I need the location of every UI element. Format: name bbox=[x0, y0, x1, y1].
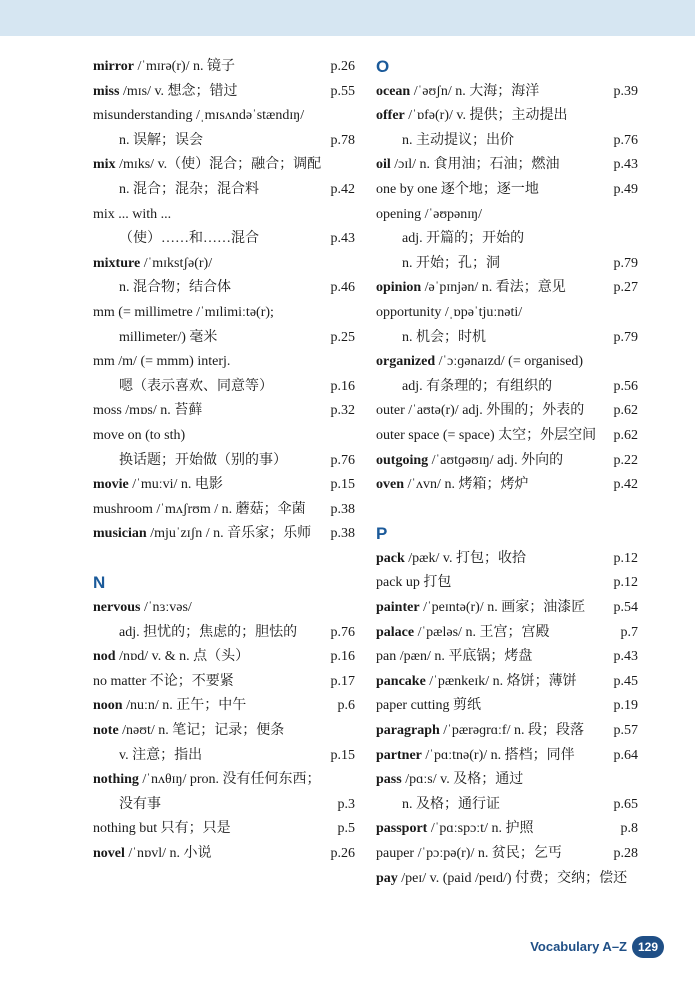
entry-page-reference: p.64 bbox=[613, 747, 638, 763]
entry-text bbox=[93, 694, 246, 719]
entry-definition: /mɪs/ v. 想念；错过 bbox=[119, 83, 238, 99]
entry-page-reference: p.16 bbox=[330, 649, 355, 665]
entry-headword: noon bbox=[93, 698, 123, 714]
vocabulary-entry-row bbox=[93, 350, 355, 375]
entry-text bbox=[93, 670, 234, 695]
entry-text bbox=[93, 80, 238, 105]
entry-text bbox=[93, 326, 217, 351]
entry-page-reference: p.25 bbox=[330, 329, 355, 345]
vocabulary-entry-row bbox=[93, 670, 355, 695]
entry-text bbox=[93, 104, 304, 129]
vocabulary-entry-row bbox=[376, 375, 638, 400]
entry-definition: outer space (= space) 太空；外层空间 bbox=[376, 427, 597, 443]
letter-heading-text: O bbox=[376, 57, 390, 76]
entry-text bbox=[93, 227, 259, 252]
entry-page-reference: p.26 bbox=[330, 846, 355, 861]
vocabulary-entry-row bbox=[376, 719, 638, 744]
vocabulary-entry-row bbox=[93, 227, 355, 252]
entry-text bbox=[376, 424, 596, 449]
vocabulary-entry-row bbox=[93, 153, 355, 178]
vocabulary-entry-row bbox=[93, 326, 355, 351]
entry-page-reference: p.79 bbox=[613, 329, 638, 345]
entry-headword: mirror bbox=[93, 59, 134, 74]
entry-text bbox=[93, 596, 192, 621]
vocabulary-entry-row bbox=[376, 276, 638, 301]
entry-page-reference: p.17 bbox=[330, 673, 355, 689]
entry-headword: painter bbox=[376, 600, 420, 616]
entry-definition: n. 开始；孔；洞 bbox=[402, 255, 500, 271]
vocabulary-entry-row bbox=[376, 817, 638, 842]
top-header-band bbox=[0, 0, 695, 36]
entry-text bbox=[93, 203, 171, 228]
entry-page-reference: p.32 bbox=[330, 403, 355, 419]
letter-heading-text: N bbox=[93, 573, 106, 593]
entry-headword: oven bbox=[376, 477, 404, 493]
entry-text bbox=[376, 645, 532, 670]
entry-definition: /mjuˈzɪʃn / n. 音乐家；乐师 bbox=[146, 526, 312, 542]
entry-headword: pack bbox=[376, 550, 405, 566]
vocabulary-entry-row bbox=[376, 571, 638, 596]
vocabulary-entry-row bbox=[93, 276, 355, 301]
entry-headword: musician bbox=[93, 526, 147, 542]
entry-page-reference: p.79 bbox=[613, 255, 638, 271]
entry-text bbox=[376, 104, 567, 129]
entry-headword: ocean bbox=[376, 83, 411, 99]
entry-headword: mix bbox=[93, 157, 116, 173]
vocabulary-entry-row bbox=[376, 473, 638, 498]
entry-definition: adj. 担忧的；焦虑的；胆怯的 bbox=[119, 624, 298, 640]
entry-text bbox=[93, 178, 259, 203]
entry-page-reference: p.8 bbox=[620, 821, 638, 837]
vocabulary-entry-row bbox=[93, 80, 355, 105]
entry-definition: /nɒd/ v. & n. 点（头） bbox=[115, 649, 250, 665]
entry-page-reference: p.28 bbox=[613, 846, 638, 861]
entry-text bbox=[93, 350, 230, 375]
entry-text bbox=[376, 276, 566, 301]
vocabulary-entry-row bbox=[376, 129, 638, 154]
entry-definition: /ˈʌvn/ n. 烤箱；烤炉 bbox=[404, 477, 529, 493]
vocabulary-entry-row bbox=[93, 178, 355, 203]
vocabulary-right-column bbox=[376, 55, 638, 891]
vocabulary-entry-row bbox=[93, 694, 355, 719]
entry-definition: n. 混合物；结合体 bbox=[119, 280, 231, 296]
entry-page-reference: p.45 bbox=[613, 673, 638, 689]
entry-page-reference: p.12 bbox=[613, 575, 638, 591]
entry-text bbox=[93, 621, 297, 646]
vocabulary-entry-row bbox=[376, 301, 638, 326]
entry-text bbox=[376, 670, 577, 695]
entry-definition: paper cutting 剪纸 bbox=[376, 698, 481, 714]
entry-text bbox=[93, 522, 311, 547]
vocabulary-entry-row bbox=[376, 424, 638, 449]
vocabulary-entry-row bbox=[93, 645, 355, 670]
entry-definition: /ˈmɪrə(r)/ n. 镜子 bbox=[133, 59, 236, 74]
entry-headword: pancake bbox=[376, 673, 426, 689]
entry-text bbox=[376, 793, 500, 818]
entry-definition: mushroom /ˈmʌʃrʊm / n. 蘑菇；伞菌 bbox=[93, 501, 306, 517]
letter-heading-text: P bbox=[376, 524, 388, 544]
footer-section-label: Vocabulary A–Z bbox=[530, 939, 627, 954]
entry-definition: （使）……和……混合 bbox=[119, 231, 259, 247]
entry-text bbox=[93, 252, 212, 277]
vocabulary-entry-row bbox=[93, 424, 355, 449]
entry-text bbox=[93, 768, 321, 793]
entry-definition: outer /ˈaʊtə(r)/ adj. 外围的；外表的 bbox=[376, 403, 585, 419]
vocabulary-entry-row bbox=[93, 522, 355, 547]
entry-page-reference: p.5 bbox=[337, 821, 355, 837]
entry-page-reference: p.49 bbox=[613, 181, 638, 197]
entry-definition: mix ... with ... bbox=[93, 206, 172, 222]
entry-headword: partner bbox=[376, 747, 422, 763]
entry-page-reference: p.55 bbox=[330, 83, 355, 99]
vocabulary-entry-row bbox=[93, 473, 355, 498]
entry-definition: opportunity /ˌɒpəˈtjuːnəti/ bbox=[376, 304, 523, 320]
vocabulary-entry-row bbox=[376, 596, 638, 621]
vocabulary-entry-row bbox=[93, 744, 355, 769]
entry-definition: mm /m/ (= mmm) interj. bbox=[93, 354, 231, 370]
entry-definition: pan /pæn/ n. 平底锅；烤盘 bbox=[376, 649, 533, 665]
vocabulary-entry-row bbox=[376, 104, 638, 129]
vocabulary-entry-row bbox=[93, 621, 355, 646]
entry-definition: one by one 逐个地；逐一地 bbox=[376, 181, 539, 197]
page-number-badge: 129 bbox=[632, 936, 664, 958]
entry-definition: /pæk/ v. 打包；收拾 bbox=[404, 550, 527, 566]
entry-definition: /mɪks/ v.（使）混合；融合；调配 bbox=[115, 157, 322, 173]
entry-text bbox=[376, 867, 627, 892]
entry-text bbox=[376, 326, 486, 351]
entry-definition: /ˈəʊʃn/ n. 大海；海洋 bbox=[410, 83, 540, 99]
vocabulary-entry-row bbox=[376, 547, 638, 572]
vocabulary-entry-row bbox=[93, 498, 355, 523]
entry-page-reference: p.19 bbox=[613, 698, 638, 714]
entry-text bbox=[376, 301, 522, 326]
vocabulary-entry-row bbox=[93, 104, 355, 129]
entry-page-reference: p.27 bbox=[613, 280, 638, 296]
entry-page-reference: p.65 bbox=[613, 796, 638, 812]
entry-page-reference: p.42 bbox=[330, 181, 355, 197]
entry-definition: opening /ˈəʊpənɪŋ/ bbox=[376, 206, 482, 222]
entry-text bbox=[376, 178, 539, 203]
entry-text bbox=[376, 227, 524, 252]
entry-text bbox=[376, 449, 563, 474]
entry-page-reference: p.56 bbox=[613, 378, 638, 394]
entry-definition: 嗯（表示喜欢、同意等） bbox=[119, 378, 273, 394]
entry-headword: nervous bbox=[93, 600, 141, 616]
entry-definition: n. 混合；混杂；混合料 bbox=[119, 181, 259, 197]
entry-page-reference: p.22 bbox=[613, 452, 638, 468]
entry-headword: pay bbox=[376, 870, 398, 886]
entry-text bbox=[93, 129, 203, 154]
entry-page-reference: p.62 bbox=[613, 427, 638, 443]
entry-headword: nod bbox=[93, 649, 116, 665]
entry-text bbox=[376, 129, 514, 154]
entry-definition: /ˈmuːvi/ n. 电影 bbox=[128, 477, 223, 493]
vocabulary-entry-row bbox=[376, 867, 638, 892]
vocabulary-entry-row bbox=[376, 645, 638, 670]
entry-definition: n. 主动提议；出价 bbox=[402, 132, 514, 148]
entry-headword: palace bbox=[376, 624, 415, 640]
entry-text bbox=[93, 449, 287, 474]
vocabulary-left-column bbox=[93, 55, 355, 867]
entry-page-reference: p.46 bbox=[330, 280, 355, 296]
entry-page-reference: p.62 bbox=[613, 403, 638, 419]
entry-definition: mm (= millimetre /ˈmɪlimiːtə(r); bbox=[93, 304, 274, 320]
letter-section-heading bbox=[376, 55, 638, 80]
entry-definition: /ˈpæləs/ n. 王宫；宫殿 bbox=[414, 624, 550, 640]
vocabulary-entry-row bbox=[376, 694, 638, 719]
entry-definition: moss /mɒs/ n. 苔藓 bbox=[93, 403, 203, 419]
entry-definition: /ˈpeɪntə(r)/ n. 画家；油漆匠 bbox=[419, 600, 586, 616]
entry-page-reference: p.16 bbox=[330, 378, 355, 394]
entry-text bbox=[376, 571, 451, 596]
entry-text bbox=[376, 473, 528, 498]
entry-definition: pack up 打包 bbox=[376, 575, 452, 591]
entry-headword: pass bbox=[376, 772, 402, 788]
vocabulary-entry-row bbox=[376, 670, 638, 695]
entry-text bbox=[376, 768, 523, 793]
entry-text bbox=[93, 817, 231, 842]
entry-text bbox=[376, 153, 560, 178]
entry-page-reference: p.78 bbox=[330, 132, 355, 148]
entry-page-reference: p.76 bbox=[330, 452, 355, 468]
vocabulary-entry-row bbox=[376, 227, 638, 252]
entry-text bbox=[93, 842, 212, 867]
entry-page-reference: p.43 bbox=[613, 157, 638, 173]
entry-definition: /ˈnɜːvəs/ bbox=[140, 600, 192, 616]
vocabulary-entry-row bbox=[93, 719, 355, 744]
entry-headword: offer bbox=[376, 108, 405, 124]
entry-headword: opinion bbox=[376, 280, 422, 296]
entry-text bbox=[376, 694, 481, 719]
vocabulary-entry-row bbox=[376, 203, 638, 228]
vocabulary-entry-row bbox=[376, 621, 638, 646]
entry-text bbox=[93, 375, 273, 400]
entry-definition: /ˈɒfə(r)/ v. 提供；主动提出 bbox=[404, 108, 568, 124]
entry-text bbox=[376, 252, 500, 277]
entry-text bbox=[93, 301, 274, 326]
entry-page-reference: p.57 bbox=[613, 723, 638, 739]
entry-text bbox=[93, 498, 306, 523]
vocabulary-entry-row bbox=[93, 399, 355, 424]
entry-text bbox=[93, 473, 223, 498]
letter-section-heading bbox=[93, 571, 355, 596]
entry-definition: n. 机会；时机 bbox=[402, 329, 486, 345]
entry-text bbox=[93, 55, 235, 80]
vocabulary-entry-row bbox=[376, 178, 638, 203]
entry-page-reference: p.43 bbox=[613, 649, 638, 665]
entry-page-reference: p.39 bbox=[613, 83, 638, 99]
entry-headword: outgoing bbox=[376, 452, 429, 468]
vocabulary-entry-row bbox=[93, 817, 355, 842]
entry-headword: novel bbox=[93, 846, 125, 861]
vocabulary-entry-row bbox=[93, 55, 355, 80]
vocabulary-entry-row bbox=[376, 399, 638, 424]
entry-text bbox=[376, 817, 533, 842]
entry-page-reference: p.15 bbox=[330, 477, 355, 493]
entry-text bbox=[376, 744, 575, 769]
entry-page-reference: p.38 bbox=[330, 526, 355, 542]
entry-definition: /ˈmɪkstʃə(r)/ bbox=[140, 255, 213, 271]
entry-definition: misunderstanding /ˌmɪsʌndəˈstændɪŋ/ bbox=[93, 108, 305, 124]
entry-definition: no matter 不论；不要紧 bbox=[93, 673, 234, 689]
vocabulary-entry-row bbox=[376, 326, 638, 351]
vocabulary-entry-row bbox=[93, 793, 355, 818]
entry-page-reference: p.76 bbox=[330, 624, 355, 640]
entry-definition: nothing but 只有；只是 bbox=[93, 821, 231, 837]
entry-definition: n. 及格；通行证 bbox=[402, 796, 500, 812]
vocabulary-entry-row bbox=[93, 301, 355, 326]
vocabulary-entry-row bbox=[93, 129, 355, 154]
entry-definition: /ˈɔːɡənaɪzd/ (= organised) bbox=[435, 354, 584, 370]
entry-headword: note bbox=[93, 723, 119, 739]
entry-text bbox=[93, 793, 161, 818]
vocabulary-entry-row bbox=[376, 350, 638, 375]
entry-headword: nothing bbox=[93, 772, 139, 788]
section-spacer bbox=[376, 498, 638, 523]
entry-headword: organized bbox=[376, 354, 436, 370]
entry-headword: oil bbox=[376, 157, 391, 173]
entry-headword: mixture bbox=[93, 255, 141, 271]
entry-text bbox=[376, 399, 584, 424]
vocabulary-entry-row bbox=[376, 449, 638, 474]
entry-page-reference: p.43 bbox=[330, 231, 355, 247]
entry-definition: adj. 开篇的；开始的 bbox=[402, 231, 525, 247]
entry-text bbox=[376, 350, 583, 375]
entry-definition: adj. 有条理的；有组织的 bbox=[402, 378, 553, 394]
entry-text bbox=[376, 596, 585, 621]
entry-definition: /ˈpɑːspɔːt/ n. 护照 bbox=[427, 821, 534, 837]
entry-headword: movie bbox=[93, 477, 129, 493]
entry-headword: paragraph bbox=[376, 723, 440, 739]
entry-definition: move on (to sth) bbox=[93, 427, 186, 443]
entry-definition: /ɔɪl/ n. 食用油；石油；燃油 bbox=[390, 157, 560, 173]
entry-text bbox=[376, 621, 549, 646]
entry-definition: /əˈpɪnjən/ n. 看法；意见 bbox=[421, 280, 566, 296]
entry-text bbox=[376, 203, 482, 228]
entry-text bbox=[376, 80, 539, 105]
entry-text bbox=[93, 153, 321, 178]
entry-text bbox=[376, 719, 584, 744]
vocabulary-entry-row bbox=[376, 793, 638, 818]
section-spacer bbox=[93, 547, 355, 572]
vocabulary-entry-row bbox=[376, 80, 638, 105]
entry-definition: /nəʊt/ n. 笔记；记录；便条 bbox=[118, 723, 285, 739]
vocabulary-entry-row bbox=[376, 252, 638, 277]
vocabulary-entry-row bbox=[93, 768, 355, 793]
entry-definition: millimeter/) 毫米 bbox=[119, 329, 218, 345]
entry-definition: /ˈnɒvl/ n. 小说 bbox=[124, 846, 212, 861]
entry-definition: /ˈnʌθɪŋ/ pron. 没有任何东西； bbox=[138, 772, 321, 788]
entry-definition: pauper /ˈpɔːpə(r)/ n. 贫民；乞丐 bbox=[376, 846, 562, 861]
vocabulary-entry-row bbox=[376, 842, 638, 867]
entry-page-reference: p.3 bbox=[337, 796, 355, 812]
entry-definition: n. 误解；误会 bbox=[119, 132, 203, 148]
entry-text bbox=[376, 375, 552, 400]
vocabulary-entry-row bbox=[376, 153, 638, 178]
entry-text bbox=[93, 399, 202, 424]
entry-page-reference: p.12 bbox=[613, 550, 638, 566]
letter-section-heading bbox=[376, 522, 638, 547]
vocabulary-entry-row bbox=[376, 744, 638, 769]
entry-page-reference: p.6 bbox=[337, 698, 355, 714]
vocabulary-entry-row bbox=[93, 596, 355, 621]
entry-text bbox=[93, 276, 231, 301]
entry-page-reference: p.26 bbox=[330, 59, 355, 74]
entry-definition: /ˈpærəɡrɑːf/ n. 段；段落 bbox=[439, 723, 584, 739]
entry-page-reference: p.42 bbox=[613, 477, 638, 493]
entry-page-reference: p.54 bbox=[613, 600, 638, 616]
vocabulary-entry-row bbox=[93, 252, 355, 277]
entry-page-reference: p.76 bbox=[613, 132, 638, 148]
entry-definition: /pɑːs/ v. 及格；通过 bbox=[401, 772, 524, 788]
vocabulary-entry-row bbox=[93, 375, 355, 400]
entry-page-reference: p.7 bbox=[620, 624, 638, 640]
entry-page-reference: p.38 bbox=[330, 501, 355, 517]
entry-text bbox=[93, 744, 202, 769]
entry-text bbox=[376, 547, 526, 572]
entry-definition: /ˈpɑːtnə(r)/ n. 搭档；同伴 bbox=[421, 747, 575, 763]
entry-definition: v. 注意；指出 bbox=[119, 747, 203, 763]
entry-headword: miss bbox=[93, 83, 120, 99]
entry-definition: 换话题；开始做（别的事） bbox=[119, 452, 287, 468]
entry-definition: 没有事 bbox=[119, 796, 161, 812]
entry-definition: /ˈaʊtɡəʊɪŋ/ adj. 外向的 bbox=[428, 452, 564, 468]
entry-text bbox=[93, 719, 284, 744]
entry-text bbox=[376, 842, 562, 867]
vocabulary-entry-row bbox=[376, 768, 638, 793]
entry-headword: passport bbox=[376, 821, 428, 837]
entry-definition: /nuːn/ n. 正午；中午 bbox=[122, 698, 247, 714]
entry-definition: /ˈpænkeɪk/ n. 烙饼；薄饼 bbox=[425, 673, 577, 689]
entry-text bbox=[93, 424, 185, 449]
vocabulary-entry-row bbox=[93, 203, 355, 228]
entry-text bbox=[93, 645, 249, 670]
entry-page-reference: p.15 bbox=[330, 747, 355, 763]
vocabulary-entry-row bbox=[93, 449, 355, 474]
vocabulary-entry-row bbox=[93, 842, 355, 867]
entry-definition: /peɪ/ v. (paid /peɪd/) 付费；交纳；偿还 bbox=[397, 870, 628, 886]
